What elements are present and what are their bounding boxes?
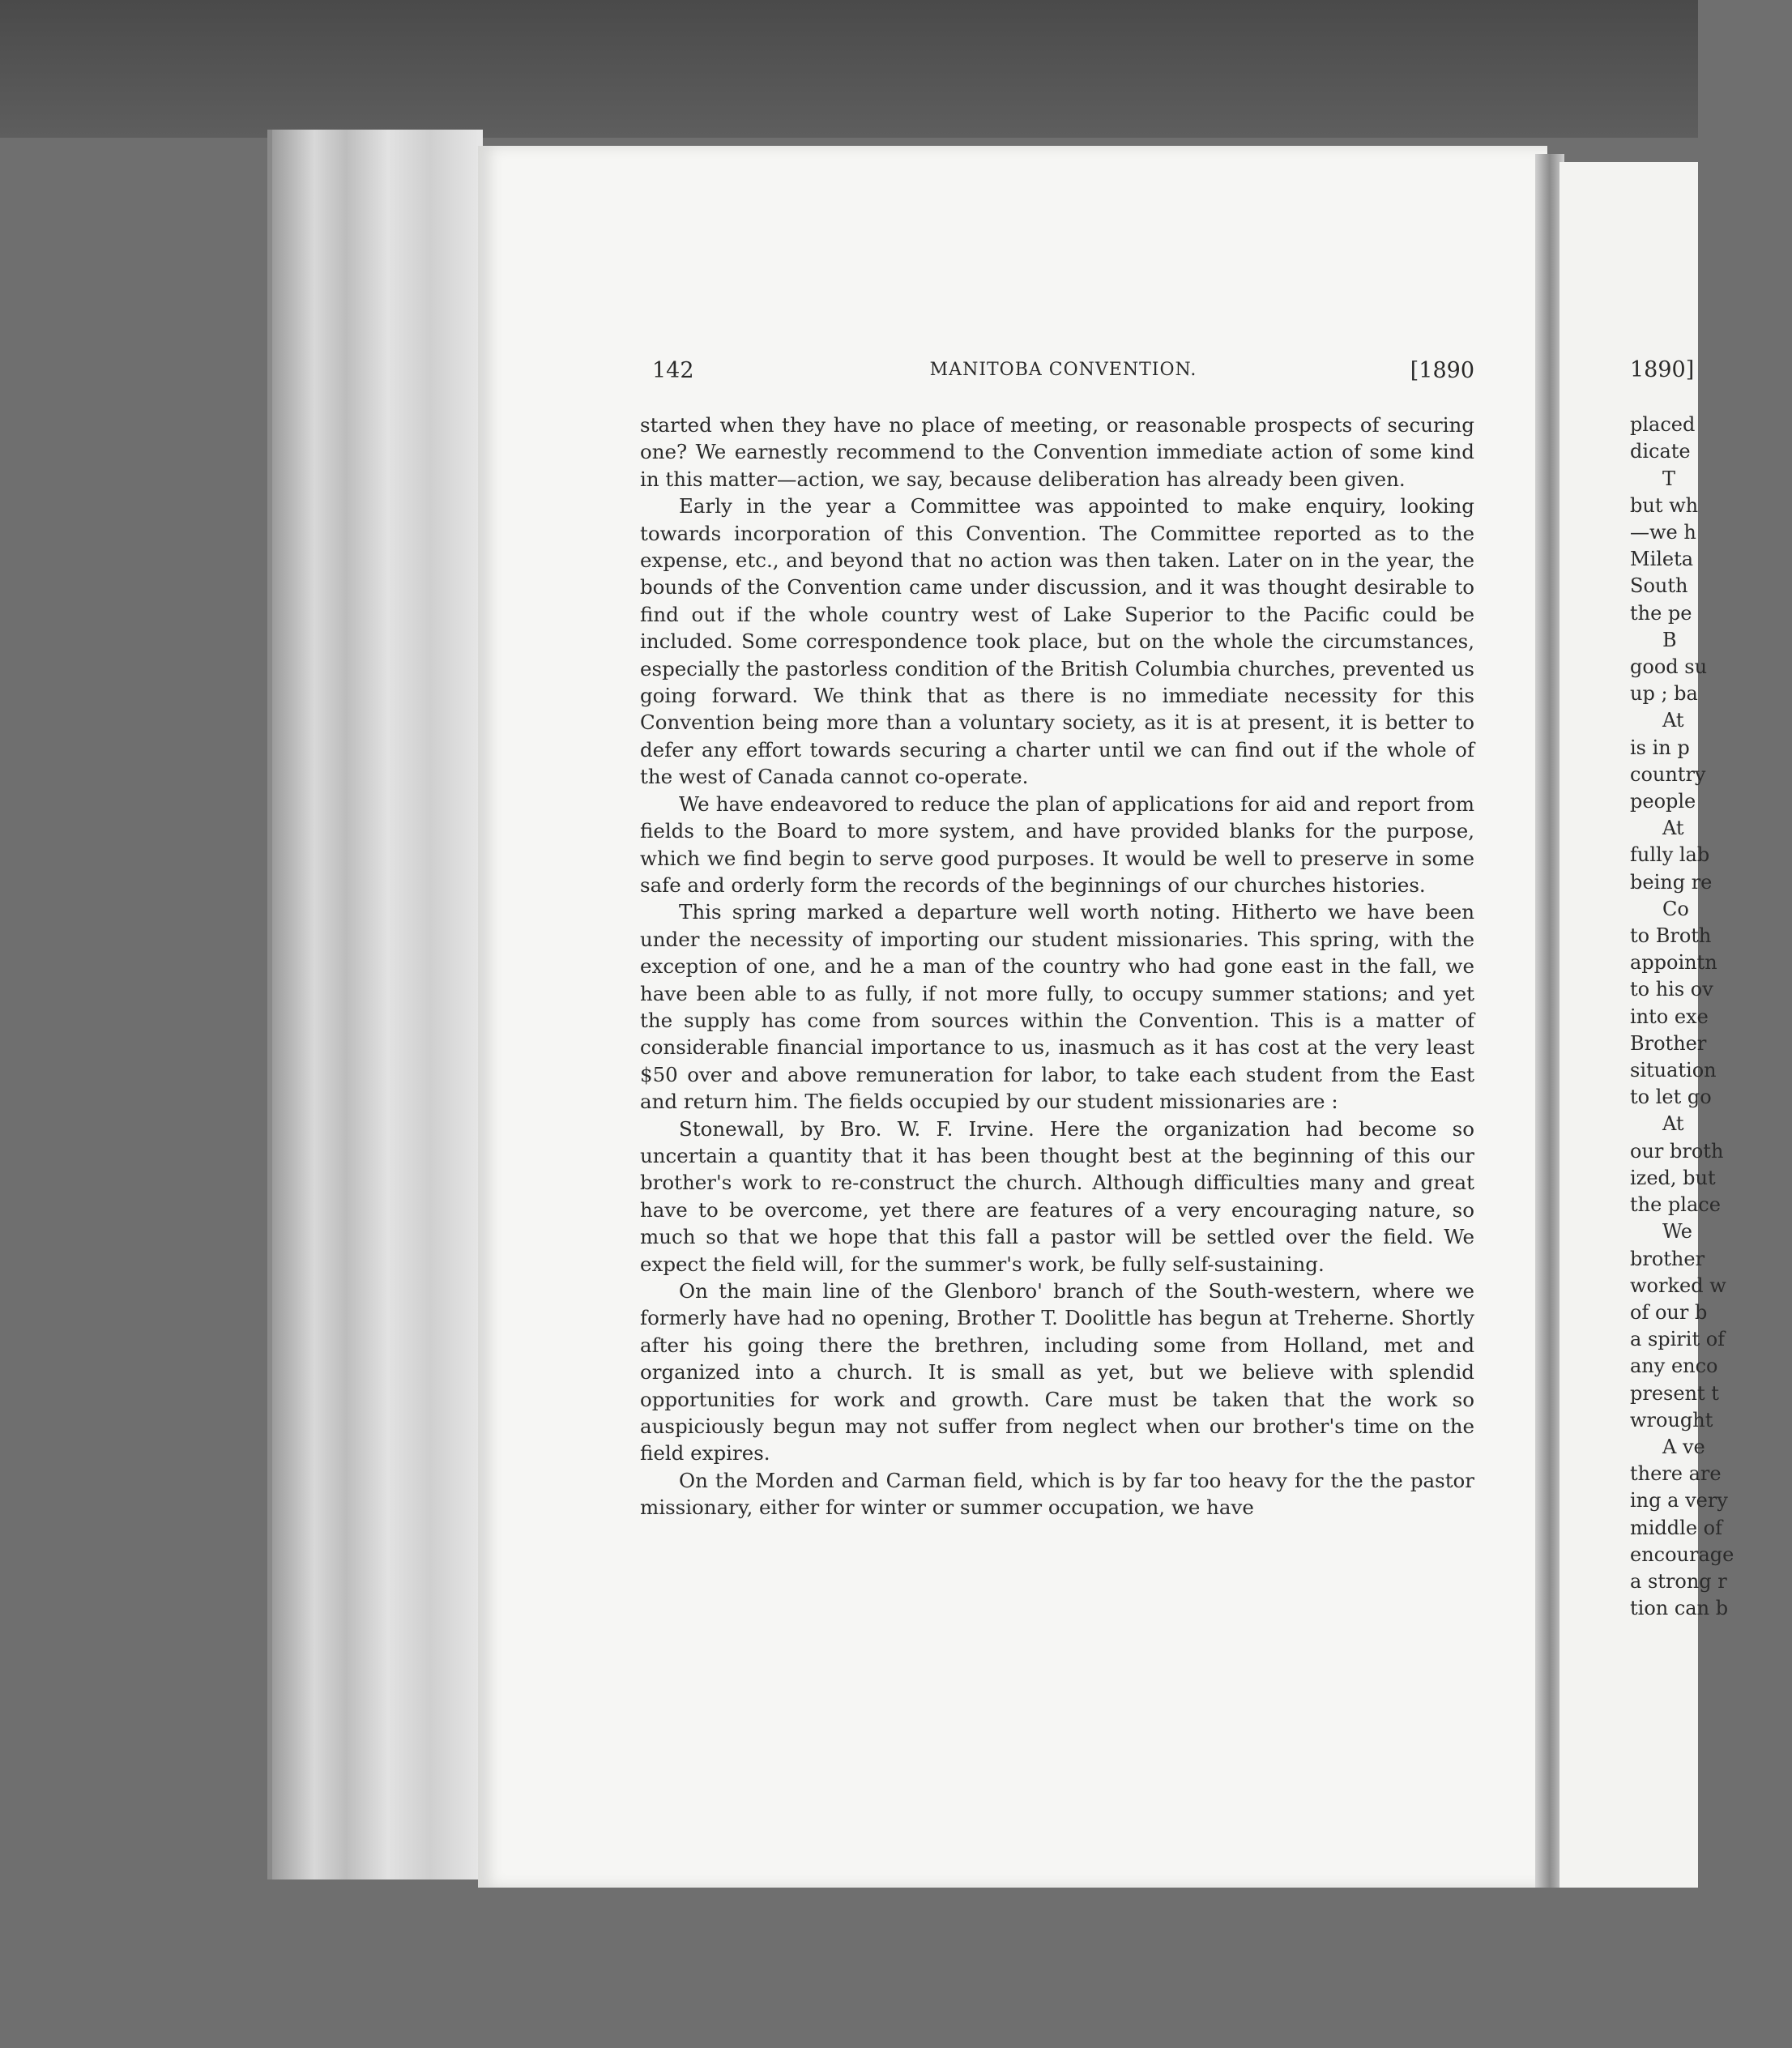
scan-background-top bbox=[0, 0, 1698, 138]
right-line: situation bbox=[1630, 1059, 1717, 1082]
running-title: MANITOBA CONVENTION. bbox=[929, 360, 1197, 380]
right-line: worked w bbox=[1630, 1274, 1726, 1297]
page-body bbox=[640, 412, 1474, 1521]
right-line: We bbox=[1662, 1220, 1692, 1244]
right-line: people bbox=[1630, 790, 1696, 813]
right-line: to Broth bbox=[1630, 924, 1712, 948]
right-line: present t bbox=[1630, 1381, 1719, 1405]
right-line: ing a very bbox=[1630, 1489, 1728, 1513]
right-line: but wh bbox=[1630, 493, 1699, 517]
right-page-header: 1890] bbox=[1630, 357, 1695, 382]
page-number: 142 bbox=[652, 358, 694, 383]
right-line: Co bbox=[1662, 897, 1689, 920]
right-line: encourage bbox=[1630, 1542, 1734, 1566]
right-line: fully lab bbox=[1630, 843, 1710, 867]
right-line: wrought bbox=[1630, 1408, 1713, 1431]
paragraph: This spring marked a departure well worth noting. Hitherto we have been under the necessity of importing our student missionaries. This spring, with the exception of one, and he a man of the country who had gone east in the fall, we have been able to as fully, if not more fully, to occupy summer stations; and yet the supply has come from sources within the Convention. This is a matter of considerable financial importance to us, inasmuch as it has cost at the very least $50 over and above remuneration for labor, to take each student from the East and return him. The fields occupied by our student missionaries are : bbox=[640, 900, 1474, 1114]
right-line: South bbox=[1630, 574, 1688, 598]
right-line: into exe bbox=[1630, 1005, 1709, 1028]
right-line: the pe bbox=[1630, 601, 1692, 625]
right-line: ized, but bbox=[1630, 1166, 1716, 1189]
paragraph: Early in the year a Committee was appointed to make enquiry, looking towards incorporation of this Convention. The Committee reported as to the expense, etc., and beyond that no action was then taken. Later on in the year, the bounds of the Convention came under discussion, and it was thought desirable to find out if the whole country west of Lake Superior to the Pacific could be included. Some correspondence took place, but on the whole the circumstances, especially the pastorless condition of the British Columbia churches, prevented us going forward. We think that as there is no immediate necessity for this Convention being more than a voluntary society, as it is at present, it is better to defer any effort towards securing a charter until we can find out if the whole of the west of Canada cannot co-operate. bbox=[640, 494, 1474, 789]
right-line: good su bbox=[1630, 655, 1708, 679]
right-line: Brother bbox=[1630, 1031, 1707, 1055]
right-line: to let go bbox=[1630, 1086, 1712, 1109]
right-line: T bbox=[1662, 467, 1676, 490]
right-line: appointn bbox=[1630, 951, 1717, 975]
right-line: our broth bbox=[1630, 1139, 1724, 1163]
paragraph: On the main line of the Glenboro' branch of the South-western, where we formerly have had no opening, Brother T. Doolittle has begun at Treherne. Shortly after his going there the brethren, including some from Holland, met and organized into a church. It is small as yet, but we believe with splendid opportunities for work and growth. Care must be taken that the work so auspiciously begun may not suffer from neglect when our brother's time on the field expires. bbox=[640, 1279, 1474, 1466]
right-line: being re bbox=[1630, 870, 1713, 894]
right-line: of our b bbox=[1630, 1300, 1708, 1324]
right-line: dicate bbox=[1630, 440, 1691, 463]
paragraph: Stonewall, by Bro. W. F. Irvine. Here the organization had become so uncertain a quantity that it has been thought best at the beginning of this our brother's work to re-construct the church. Although difficulties many and great have to be overcome, yet there are features of a very encouraging nature, so much so that we hope that this fall a pastor will be settled over the field. We expect the field will, for the summer's work, be fully self-sustaining. bbox=[640, 1116, 1474, 1276]
right-line: a strong r bbox=[1630, 1569, 1727, 1593]
right-page-text bbox=[1630, 356, 1792, 1622]
right-line: any enco bbox=[1630, 1355, 1718, 1378]
right-line: Mileta bbox=[1630, 548, 1694, 571]
right-line: brother bbox=[1630, 1247, 1705, 1270]
right-line: the place bbox=[1630, 1193, 1721, 1217]
right-line: B bbox=[1662, 628, 1677, 651]
paragraph: We have endeavored to reduce the plan of applications for aid and report from fields to the Board to more system, and have provided blanks for the purpose, which we find begin to serve good purposes. It would be well to preserve in some safe and orderly form the records of the beginnings of our churches histories. bbox=[640, 791, 1474, 897]
right-line: a spirit of bbox=[1630, 1328, 1726, 1351]
right-line: there are bbox=[1630, 1462, 1722, 1486]
right-line: A ve bbox=[1662, 1435, 1705, 1458]
right-line: tion can b bbox=[1630, 1597, 1729, 1620]
running-header bbox=[652, 358, 1474, 390]
right-line: placed bbox=[1630, 413, 1696, 437]
book-page-edges bbox=[267, 130, 483, 1879]
right-line: up ; ba bbox=[1630, 682, 1698, 706]
right-line: At bbox=[1662, 817, 1684, 840]
right-line: —we h bbox=[1630, 521, 1696, 544]
header-year: [1890 bbox=[1410, 358, 1474, 383]
right-line: is in p bbox=[1630, 736, 1690, 759]
paragraph: started when they have no place of meeting, or reasonable prospects of securing one? We earnestly recommend to the Convention immediate action of some kind in this matter—action, we say, because deliberation has already been given. bbox=[640, 413, 1474, 491]
right-line: At bbox=[1662, 709, 1684, 732]
paragraph: On the Morden and Carman field, which is by far too heavy for the the pastor missionary, either for winter or summer occupation, we have bbox=[640, 1468, 1474, 1520]
right-line: middle of bbox=[1630, 1516, 1722, 1539]
right-line: At bbox=[1662, 1112, 1684, 1136]
right-line: country bbox=[1630, 762, 1706, 786]
right-line: to his ov bbox=[1630, 978, 1713, 1001]
